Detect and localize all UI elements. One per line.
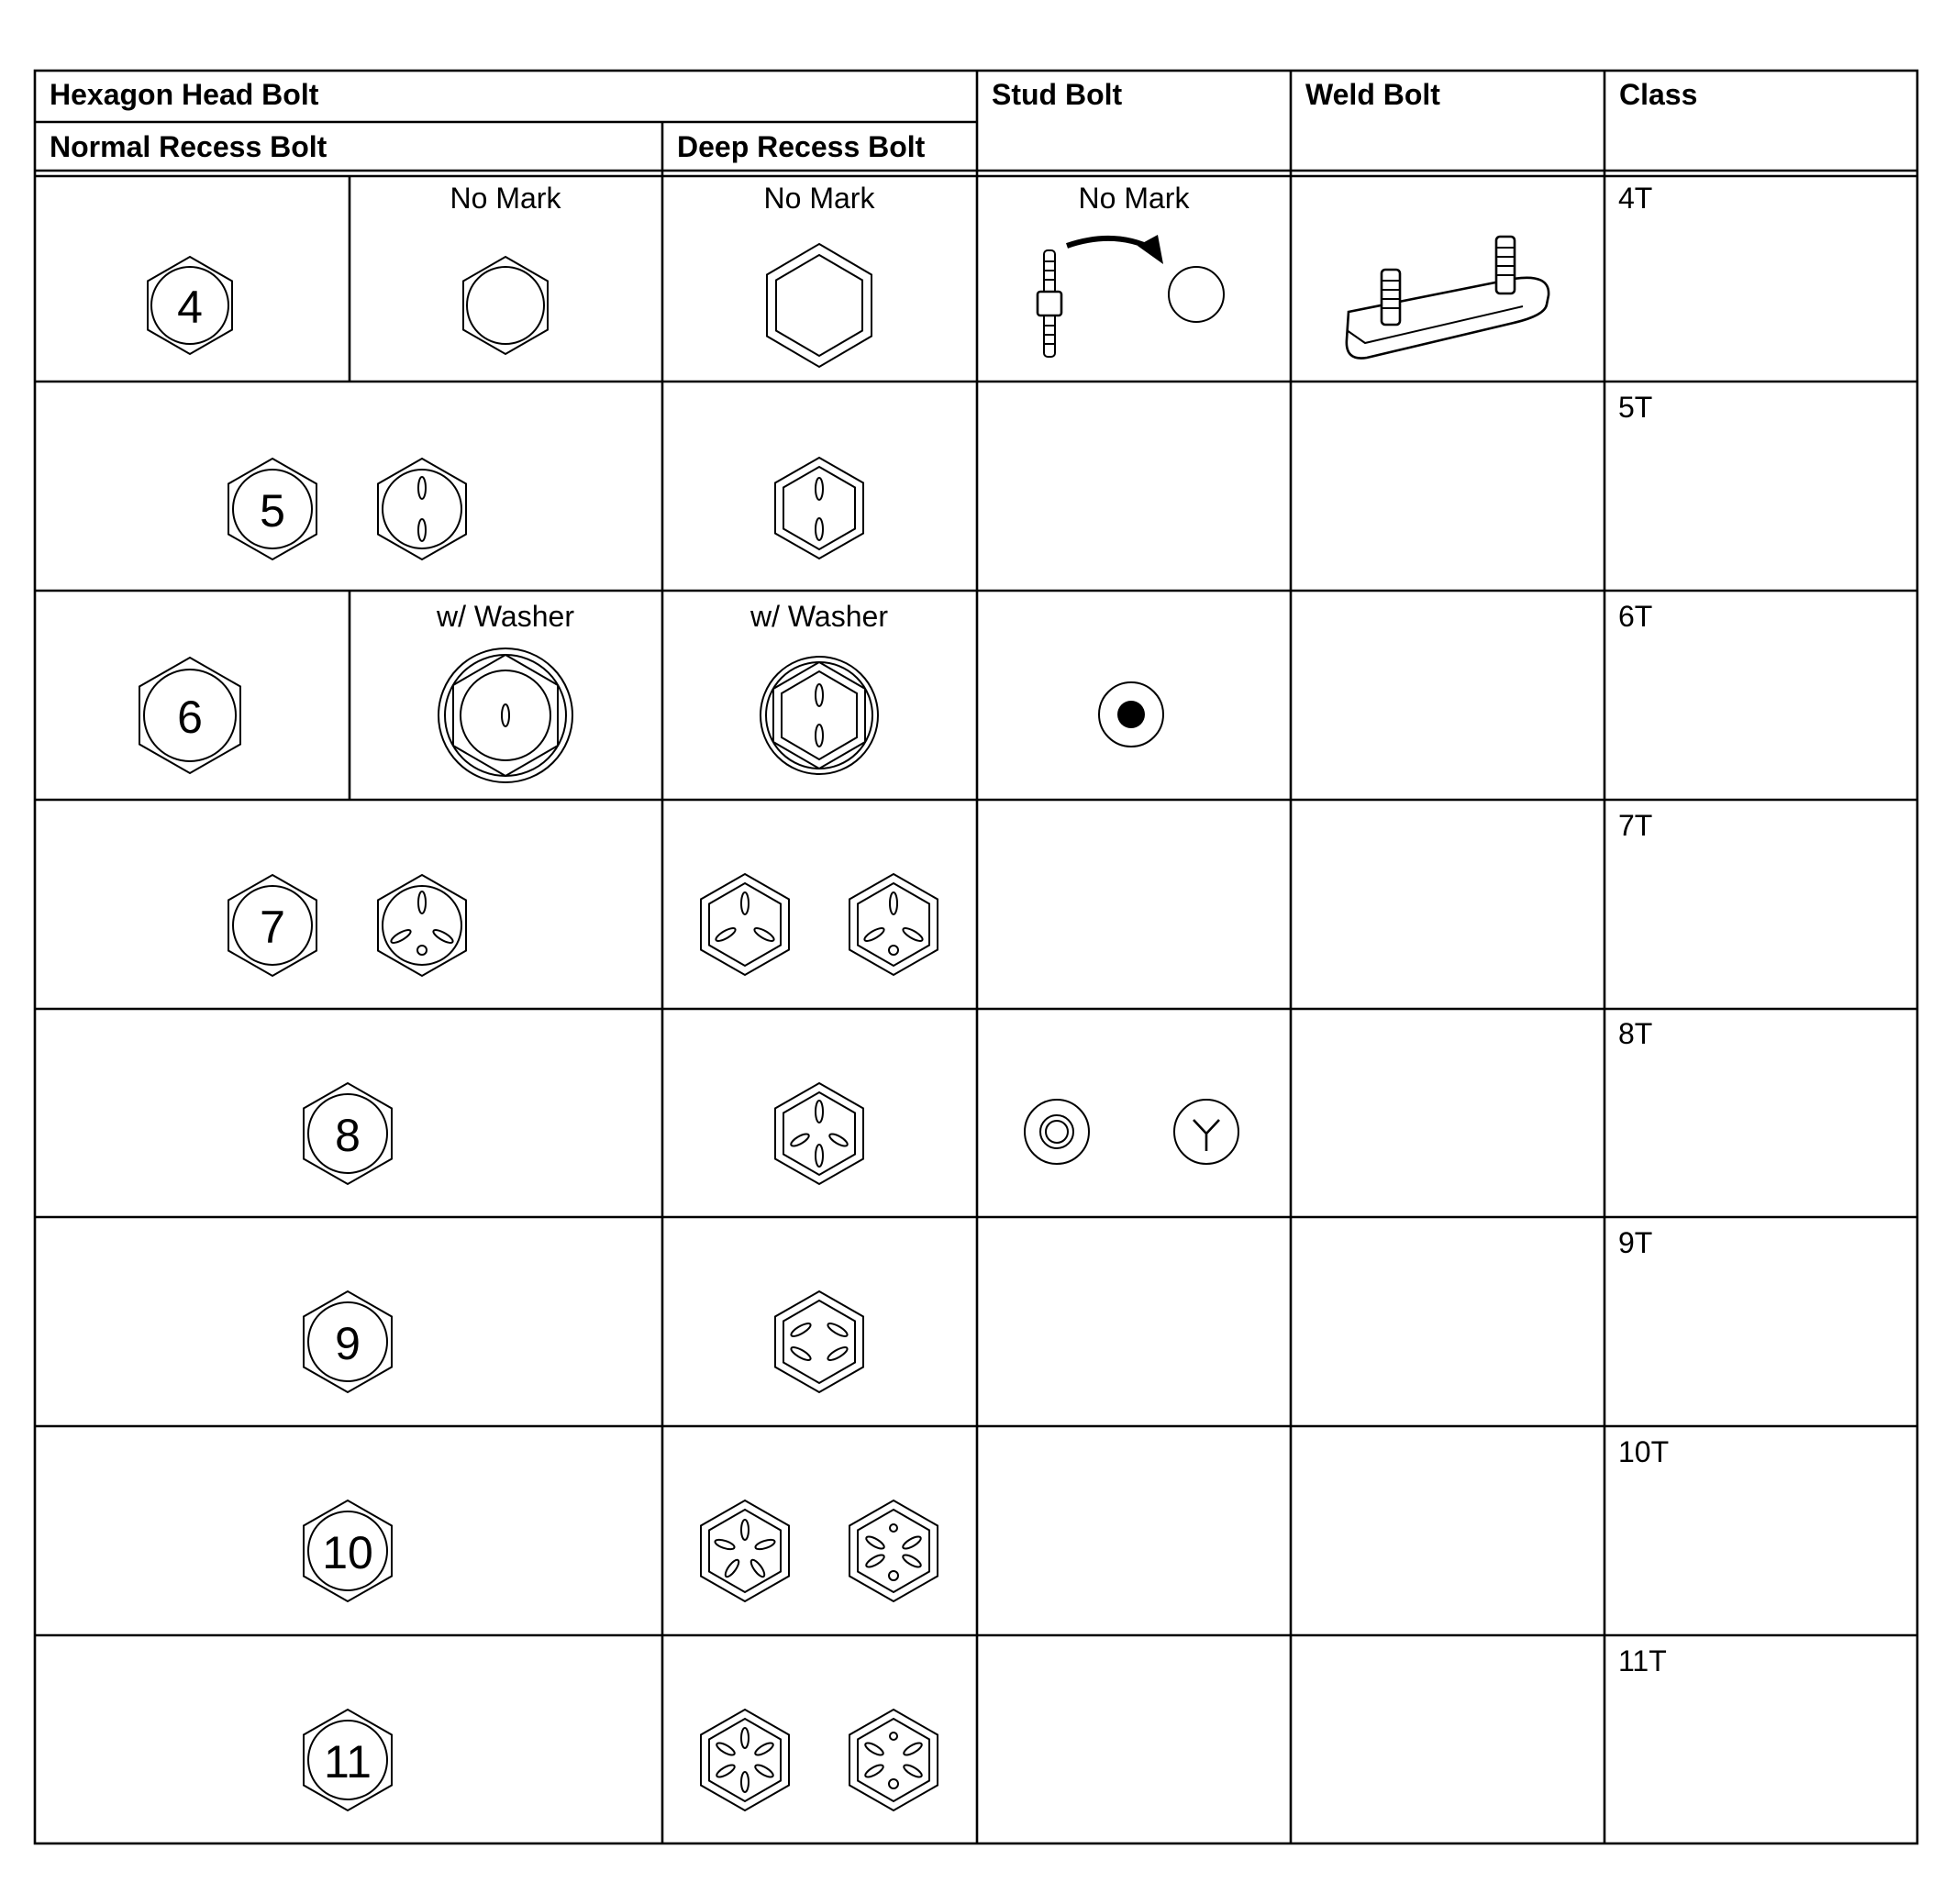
stud-bolt-ring-mark xyxy=(1025,1100,1089,1164)
no-mark-note: No Mark xyxy=(1078,182,1190,215)
with-washer-note: w/ Washer xyxy=(750,600,888,633)
bolt-head-washer-mark xyxy=(439,648,572,782)
bolt-number-label: 9 xyxy=(335,1318,361,1369)
deep-recess-head-6-line-dot xyxy=(849,1710,938,1810)
bolt-head-numbered xyxy=(304,1710,392,1810)
class-label: 11T xyxy=(1618,1644,1667,1677)
note-labels xyxy=(436,182,1190,633)
deep-recess-head-5-line xyxy=(701,1500,789,1601)
deep-recess-bolt-header: Deep Recess Bolt xyxy=(677,130,926,163)
bolt-number-label: 7 xyxy=(260,902,285,953)
bolt-number-label: 4 xyxy=(177,282,203,333)
table-header xyxy=(50,78,1697,163)
deep-recess-head-4-line xyxy=(775,1083,863,1184)
class-label: 7T xyxy=(1618,809,1653,842)
no-mark-note: No Mark xyxy=(763,182,875,215)
bolt-head-numbered xyxy=(228,459,316,559)
deep-recess-head-4-diagonal-line xyxy=(775,1291,863,1392)
class-label: 10T xyxy=(1618,1435,1670,1468)
bolt-head-numbered xyxy=(139,658,240,773)
bolt-head-numbered xyxy=(304,1500,392,1601)
normal-recess-bolt-header: Normal Recess Bolt xyxy=(50,130,328,163)
class-label: 6T xyxy=(1618,600,1653,633)
no-mark-note: No Mark xyxy=(450,182,561,215)
class-label: 4T xyxy=(1618,182,1653,215)
bolt-number-label: 11 xyxy=(324,1736,372,1788)
class-label: 8T xyxy=(1618,1017,1653,1050)
bolt-head-numbered xyxy=(304,1083,392,1184)
bolt-head-2-line-mark xyxy=(378,459,466,559)
bolt-head-no-mark xyxy=(463,257,548,354)
weld-bolt-header: Weld Bolt xyxy=(1305,78,1440,111)
table-grid xyxy=(35,71,1917,1843)
bolt-head-numbered xyxy=(148,257,232,354)
hexagon-head-bolt-header: Hexagon Head Bolt xyxy=(50,78,319,111)
bolt-number-label: 5 xyxy=(260,485,285,537)
bolt-head-numbered xyxy=(304,1291,392,1392)
stud-bolt-header: Stud Bolt xyxy=(992,78,1123,111)
class-header: Class xyxy=(1619,78,1698,111)
stud-bolt-y-mark xyxy=(1174,1100,1238,1164)
deep-recess-head-no-mark xyxy=(767,244,872,367)
bolt-number-label: 10 xyxy=(322,1527,373,1578)
deep-recess-head-2-line xyxy=(775,458,863,559)
with-washer-note: w/ Washer xyxy=(437,600,574,633)
class-labels xyxy=(1618,182,1669,1677)
deep-recess-head-3-line xyxy=(701,874,789,975)
weld-bolt-illustration xyxy=(1347,237,1549,359)
class-label: 9T xyxy=(1618,1226,1653,1259)
class-label: 5T xyxy=(1618,391,1653,424)
deep-recess-head-washer xyxy=(761,657,878,774)
bolt-head-3-line-mark xyxy=(378,875,466,976)
stud-bolt-no-mark xyxy=(1038,235,1224,357)
deep-recess-head-5-line-dot xyxy=(849,1500,938,1601)
bolt-number-label: 8 xyxy=(335,1110,361,1161)
deep-recess-head-6-line xyxy=(701,1710,789,1810)
deep-recess-head-3-line-dot xyxy=(849,874,938,975)
stud-bolt-dot-mark xyxy=(1099,682,1163,747)
bolt-head-numbered xyxy=(228,875,316,976)
bolt-number-label: 6 xyxy=(177,692,203,743)
